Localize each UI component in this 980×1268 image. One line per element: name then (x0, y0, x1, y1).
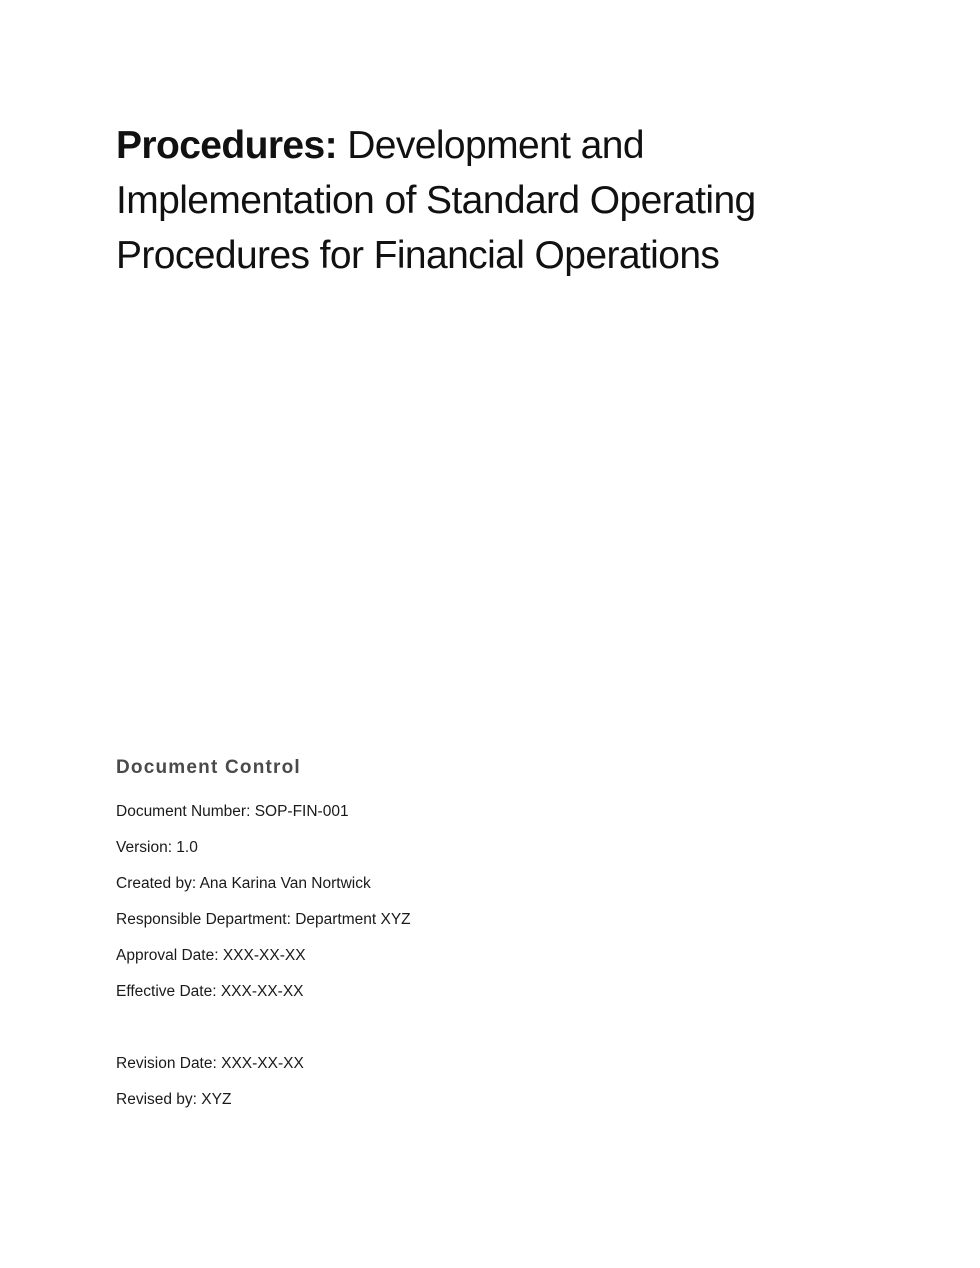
revised-by: Revised by: XYZ (116, 1091, 232, 1108)
revision-date: Revision Date: XXX-XX-XX (116, 1055, 304, 1072)
document-control-section (116, 754, 716, 1118)
page-title (116, 118, 836, 283)
document-number: Document Number: SOP-FIN-001 (116, 803, 349, 820)
title-text: Development and Implementation of Standard Operating Procedures for Financial Operations (116, 124, 756, 277)
created-by: Created by: Ana Karina Van Nortwick (116, 875, 371, 892)
effective-date: Effective Date: XXX-XX-XX (116, 983, 304, 1000)
approval-date: Approval Date: XXX-XX-XX (116, 947, 306, 964)
spacer (116, 1010, 716, 1046)
document-control-heading: Document Control (116, 757, 301, 778)
title-prefix: Procedures: (116, 124, 337, 167)
responsible-department: Responsible Department: Department XYZ (116, 911, 411, 928)
version: Version: 1.0 (116, 839, 198, 856)
